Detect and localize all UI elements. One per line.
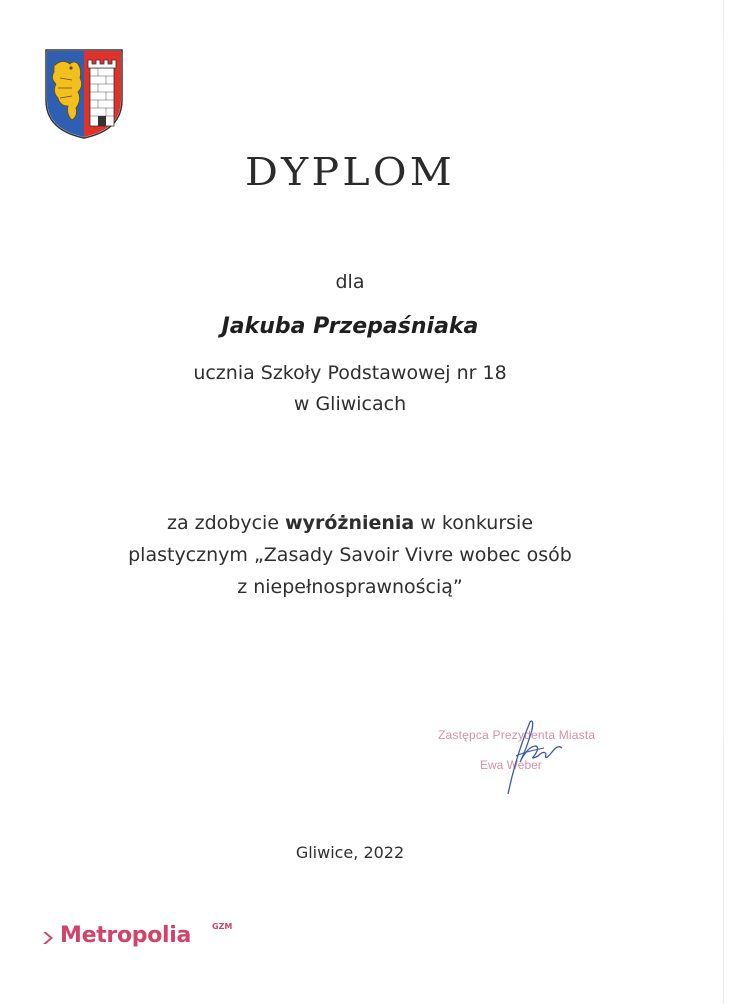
award-line-2: plastycznym „Zasady Savoir Vivre wobec osób (128, 544, 572, 566)
stamp-title: Zastępca Prezydenta Miasta (438, 728, 596, 742)
for-label: dla (335, 271, 365, 293)
award-suffix: w konkursie (414, 512, 534, 534)
place-and-date: Gliwice, 2022 (295, 843, 405, 862)
award-prefix: za zdobycie (166, 512, 286, 534)
metropolia-logo (40, 918, 233, 958)
official-stamp (430, 716, 600, 816)
stamp-name: Ewa Weber (480, 758, 542, 772)
award-line-3: z niepełnosprawnością” (237, 576, 463, 598)
metropolia-chevron-icon (42, 931, 56, 945)
logo-text: Metropolia (60, 923, 192, 948)
recipient-name: Jakuba Przepaśniaka (221, 314, 479, 339)
school-line-1: ucznia Szkoły Podstawowej nr 18 (193, 362, 507, 384)
school-line-2: w Gliwicach (293, 393, 407, 415)
signature (460, 716, 570, 816)
award-line-1 (0, 512, 700, 534)
diploma-title: DYPLOM (245, 150, 455, 194)
coat-of-arms-icon (44, 48, 124, 140)
logo-superscript: GZM (212, 922, 233, 931)
award-distinction: wyróżnienia (285, 512, 415, 534)
